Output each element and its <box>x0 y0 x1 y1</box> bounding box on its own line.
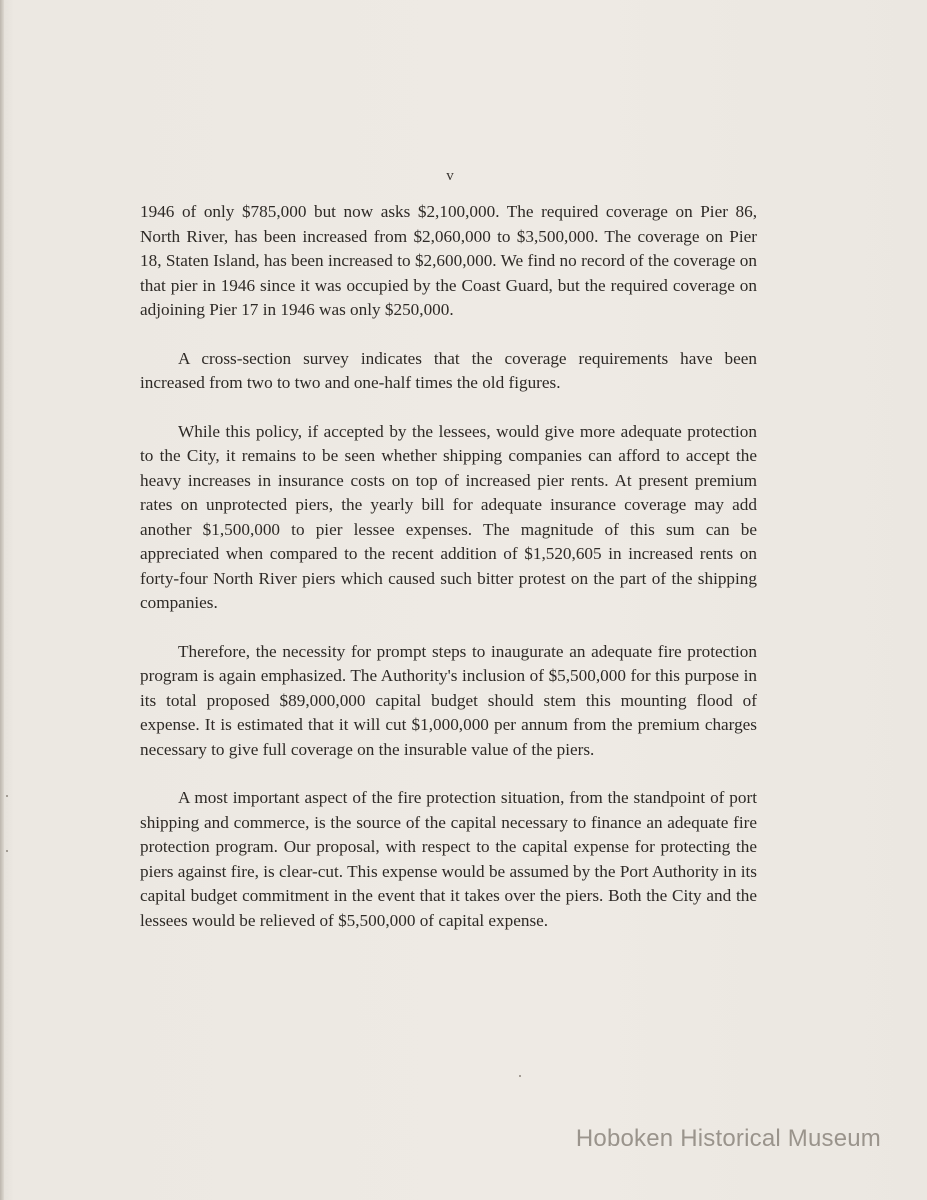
paragraph: While this policy, if accepted by the lessees, would give more adequate protection to the City, it remains to be seen whether shipping companies can afford to accept the heavy increases in insurance costs on top of increased pier rents. At present premium rates on unprotected piers, the yearly bill for adequate insurance coverage may add another $1,500,000 to pier lessee expenses. The magnitude of this sum can be appreciated when compared to the recent addition of $1,520,605 in increased rents on forty-four North River piers which caused such bitter protest on the part of the shipping companies. <box>140 421 757 612</box>
watermark: Hoboken Historical Museum <box>575 1125 881 1152</box>
paper-speck <box>519 1075 521 1077</box>
paragraph: A cross-section survey indicates that the coverage requirements have been increased from two to two and one-half times the old figures. <box>140 348 757 392</box>
paper-speck <box>6 850 8 852</box>
paragraph: Therefore, the necessity for prompt steps to inaugurate an adequate fire protection program is again emphasized. The Authority's inclusion of $5,500,000 for this purpose in its total proposed $89,000,000 capital budget should stem this mounting flood of expense. It is estimated that it will cut $1,000,000 per annum from the premium charges necessary to give full coverage on the insurable value of the piers. <box>140 641 757 759</box>
paragraph: A most important aspect of the fire protection situation, from the standpoint of port shipping and commerce, is the source of the capital necessary to finance an adequate fire protection program. Our proposal, with respect to the capital expense for protecting the piers against fire, is clear-cut. This expense would be assumed by the Port Authority in its capital budget commitment in the event that it takes over the piers. Both the City and the lessees would be relieved of $5,500,000 of capital expense. <box>140 788 757 930</box>
page-number: v <box>446 168 454 184</box>
paragraph-continued: 1946 of only $785,000 but now asks $2,100,000. The required coverage on Pier 86, North River, has been increased from $2,060,000 to $3,500,000. The coverage on Pier 18, Staten Island, has been increased to $2,600,000. We find no record of the coverage on that pier in 1946 since it was occupied by the Coast Guard, but the required coverage on adjoining Pier 17 in 1946 was only $250,000. <box>140 202 757 319</box>
body-text <box>140 200 757 957</box>
paper-speck <box>6 795 8 797</box>
